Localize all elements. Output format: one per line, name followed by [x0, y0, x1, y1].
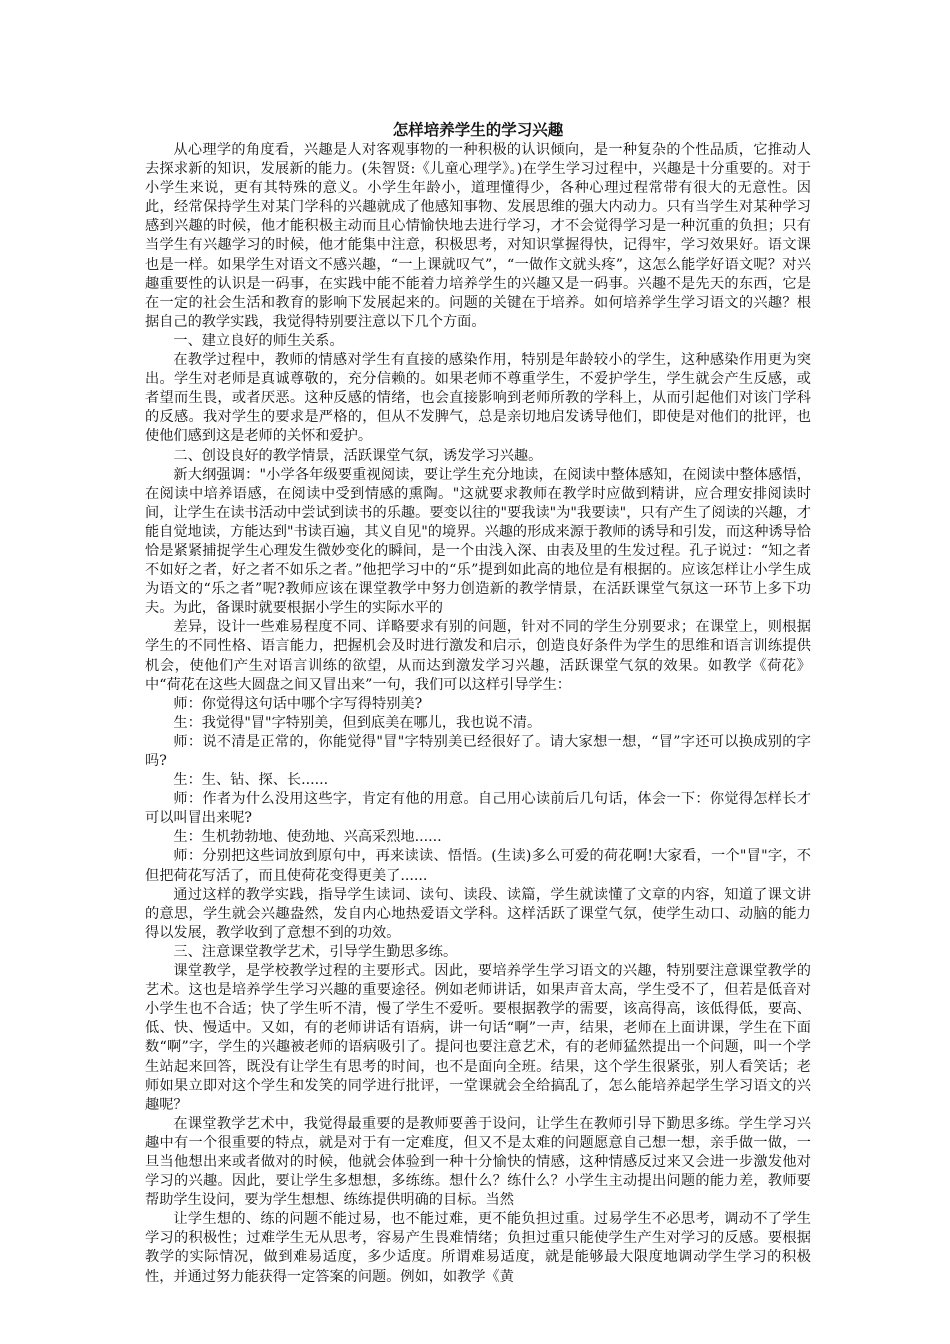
paragraph: 新大纲强调："小学各年级要重视阅读，要让学生充分地读，在阅读中整体感知，在阅读中整体感悟，在阅读中培养语感，在阅读中受到情感的熏陶。"这就要求教师在教学时应做到精讲，应合理安排阅读时间，让学生在读书活动中尝试到读书的乐趣。要变以往的"要我读"为"我要读"，只有产生了阅读的兴趣，才能自觉地读，方能达到"书读百遍，其义自见"的境界。兴趣的形成来源于教师的诱导和引发，而这种诱导恰恰是紧紧捕捉学生心理发生微妙变化的瞬间，是一个由浅入深、由表及里的生发过程。孔子说过：“知之者不如好之者，好之者不如乐之者。”他把学习中的“乐”提到如此高的地位是有根据的。应该怎样让小学生成为语文的“乐之者”呢?教师应该在课堂教学中努力创造新的教学情景，在活跃课堂气氛这一环节上多下功夫。为此，备课时就要根据小学生的实际水平的: [145, 466, 811, 617]
document-page: [145, 120, 811, 1287]
dialogue-line: 师：分别把这些词放到原句中，再来读读、悟悟。(生读)多么可爱的荷花啊!大家看，一个"冒"字，不但把荷花写活了，而且使荷花变得更美了......: [145, 848, 811, 884]
section-heading-3: 三、注意课堂教学艺术，引导学生勤思多练。: [173, 943, 458, 960]
paragraph: 在教学过程中，教师的情感对学生有直接的感染作用，特别是年龄较小的学生，这种感染作用更为突出。学生对老师是真诚尊敬的，充分信赖的。如果老师不尊重学生，不爱护学生，学生就会产生反感，或者望而生畏，或者厌恶。这种反感的情绪，也会直接影响到老师所教的学科上，从而引起他们对该门学科的反感。我对学生的要求是严格的，但从不发脾气，总是亲切地启发诱导他们，即使是对他们的批评，也使他们感到这是老师的关怀和爱护。: [145, 352, 811, 445]
document-body: [145, 141, 811, 1287]
paragraph: 课堂教学，是学校教学过程的主要形式。因此，要培养学生学习语文的兴趣，特别要注意课堂教学的艺术。这也是培养学生学习兴趣的重要途径。例如老师讲话，如果声音太高，学生受不了，但若是低音对小学生也不合适；快了学生听不清，慢了学生不爱听。要根据教学的需要，该高得高，该低得低，要高、低、快、慢适中。又如，有的老师讲话有语病，讲一句话“啊”一声，结果，老师在上面讲课，学生在下面数“啊”字，学生的兴趣被老师的语病吸引了。提问也要注意艺术，有的老师猛然提出一个问题，叫一个学生站起来回答，既没有让学生有思考的时间，也不是面向全班。结果，这个学生很紧张，别人看笑话；老师如果立即对这个学生和发笑的同学进行批评，一堂课就会全给搞乱了，怎么能培养起学生学习语文的兴趣呢？: [145, 963, 811, 1113]
dialogue-line: 生：生、钻、探、长......: [173, 772, 329, 789]
dialogue-line: 生：生机勃勃地、使劲地、兴高采烈地......: [173, 829, 442, 846]
paragraph: 通过这样的教学实践，指导学生读词、读句、读段、读篇，学生就读懂了文章的内容，知道了课文讲的意思，学生就会兴趣盎然，发自内心地热爱语文学科。这样活跃了课堂气氛，使学生动口、动脑的能力得以发展，教学收到了意想不到的功效。: [145, 886, 811, 941]
paragraph: 让学生想的、练的问题不能过易，也不能过难，更不能负担过重。过易学生不必思考，调动不了学生学习的积极性；过难学生无从思考，容易产生畏难情绪；负担过重只能使学生产生对学习的反感。要根据教学的实际情况，做到难易适度，多少适度。所谓难易适度，就是能够最大限度地调动学生学习的积极性，并通过努力能获得一定答案的问题。例如，如教学《黄: [145, 1211, 811, 1285]
paragraph: 差异，设计一些难易程度不同、详略要求有别的问题，针对不同的学生分别要求；在课堂上，则根据学生的不同性格、语言能力，把握机会及时进行激发和启示，创造良好条件为学生的思维和语言训练提供机会，使他们产生对语言训练的欲望，从而达到激发学习兴趣，活跃课堂气氛的效果。如教学《荷花》中“荷花在这些大圆盘之间又冒出来”一句，我们可以这样引导学生：: [145, 619, 811, 693]
dialogue-line: 师：说不清是正常的，你能觉得"冒"字特别美已经很好了。请大家想一想，“冒”字还可以换成别的字吗?: [145, 733, 811, 769]
section-heading-1: 一、建立良好的师生关系。: [173, 332, 344, 349]
paragraph: 在课堂教学艺术中，我觉得最重要的是教师要善于设问，让学生在教师引导下勤思多练。学生学习兴趣中有一个很重要的特点，就是对于有一定难度，但又不是太难的问题愿意自己想一想，亲手做一做，一旦当他想出来或者做对的时候，他就会体验到一种十分愉快的情感，这种情感反过来又会进一步激发他对学习的兴趣。因此，要让学生多想想，多练练。想什么？练什么？小学生主动提出问题的能力差，教师要帮助学生设问，要为学生想想、练练提供明确的目标。当然: [145, 1115, 811, 1209]
document-title: 怎样培养学生的学习兴趣: [392, 120, 564, 139]
dialogue-line: 师：你觉得这句话中哪个字写得特别美?: [173, 695, 423, 712]
paragraph-intro: 从心理学的角度看，兴趣是人对客观事物的一种积极的认识倾向，是一种复杂的个性品质，它推动人去探求新的知识，发展新的能力。(朱智贤:《儿童心理学》。)在学生学习过程中，兴趣是十分重要的。对于小学生来说，更有其特殊的意义。小学生年龄小，道理懂得少，各种心理过程常带有很大的无意性。因此，经常保持学生对某门学科的兴趣就成了他感知事物、发展思维的强大内动力。只有当学生对某种学习感到兴趣的时候，他才能积极主动而且心情愉快地去进行学习，才不会觉得学习是一种沉重的负担；只有当学生有兴趣学习的时候，他才能集中注意，积极思考，对知识掌握得快，记得牢，学习效果好。语文课也是一样。如果学生对语文不感兴趣，“一上课就叹气”，“一做作文就头疼”，这怎么能学好语文呢？对兴趣重要性的认识是一码事，在实践中能不能着力培养学生的兴趣又是一码事。兴趣不是先天的东西，它是在一定的社会生活和教育的影响下发展起来的。问题的关键在于培养。如何培养学生学习语文的兴趣？根据自己的教学实践，我觉得特别要注意以下几个方面。: [145, 142, 811, 330]
dialogue-line: 师：作者为什么没用这些字，肯定有他的用意。自己用心读前后几句话，体会一下：你觉得怎样长才可以叫冒出来呢?: [145, 791, 811, 827]
section-heading-2: 二、创设良好的教学情景，活跃课堂气氛，诱发学习兴趣。: [173, 447, 543, 464]
dialogue-line: 生：我觉得"冒"字特别美，但到底美在哪儿，我也说不清。: [173, 714, 542, 731]
